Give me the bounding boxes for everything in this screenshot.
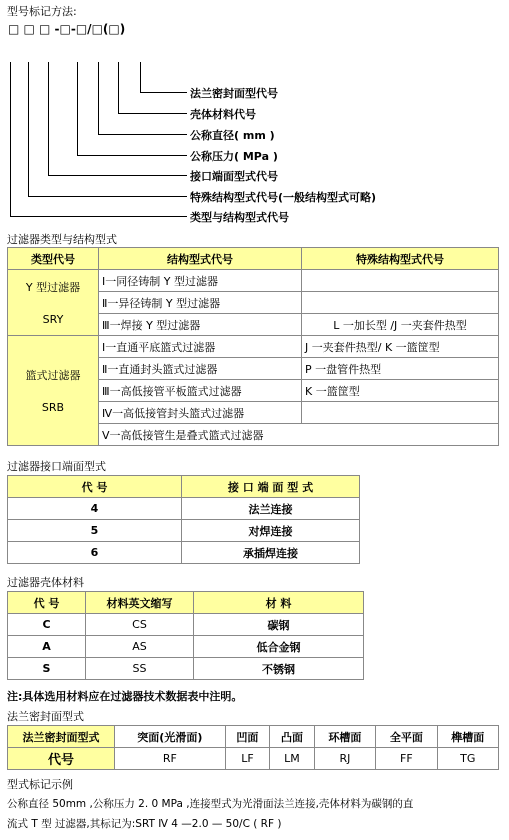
- shell-material-table: [7, 591, 364, 680]
- legend-special-structure: 特殊结构型式代号(一般结构型式可略): [190, 191, 377, 204]
- header-special-code: 特殊结构型式代号: [302, 248, 499, 270]
- special-cell: K 一篮筐型: [302, 380, 499, 402]
- material-cell: 不锈钢: [194, 658, 364, 680]
- type-y-code: SRY: [42, 313, 64, 326]
- code-cell: 5: [8, 520, 182, 542]
- header-flat-face: 全平面: [376, 726, 437, 748]
- header-raised-face: 突面(光滑面): [115, 726, 226, 748]
- special-cell: [302, 402, 499, 424]
- table-row: [8, 498, 360, 520]
- legend-nominal-diameter: 公称直径( mm ): [190, 129, 275, 142]
- header-interface: 接 口 端 面 型 式: [182, 476, 360, 498]
- table-header: [8, 248, 499, 270]
- structure-cell: Ⅱ一异径铸制 Y 型过滤器: [99, 292, 302, 314]
- interface-face-table: [7, 475, 360, 564]
- code-cell: FF: [376, 748, 437, 770]
- example-line-1: 公称直径 50mm ,公称压力 2. 0 MPa ,连接型式为光滑面法兰连接,壳体材料为碳钢的直: [7, 798, 414, 810]
- abbr-cell: CS: [86, 614, 194, 636]
- structure-cell: Ⅰ一直通平底篮式过滤器: [99, 336, 302, 358]
- code-cell: RJ: [314, 748, 375, 770]
- row-label-code: 代号: [8, 748, 115, 770]
- header-female-face: 凹面: [225, 726, 270, 748]
- header-code: 代 号: [8, 592, 86, 614]
- legend-interface-face: 接口端面型式代号: [190, 170, 278, 183]
- table2-caption: 过滤器接口端面型式: [7, 460, 106, 473]
- face-cell: 法兰连接: [182, 498, 360, 520]
- type-structure-table: [7, 247, 499, 446]
- abbr-cell: AS: [86, 636, 194, 658]
- example-line-2: 流式 T 型 过滤器,其标记为:SRT Ⅳ 4 —2.0 — 50/C ( RF ): [7, 818, 282, 830]
- code-cell: LF: [225, 748, 270, 770]
- header-material: 材 料: [194, 592, 364, 614]
- table-row: [8, 614, 364, 636]
- special-cell: P 一盘管件热型: [302, 358, 499, 380]
- table-row: [8, 636, 364, 658]
- structure-cell: Ⅴ一高低接管生是叠式篮式过滤器: [99, 424, 499, 446]
- type-b-label: 篮式过滤器: [25, 369, 81, 382]
- header-type-code: 类型代号: [8, 248, 99, 270]
- table-header: [8, 726, 499, 748]
- material-cell: 低合金钢: [194, 636, 364, 658]
- flange-seal-table: [7, 725, 499, 770]
- table-header: [8, 592, 364, 614]
- legend-flange-seal: 法兰密封面型代号: [190, 87, 278, 100]
- example-caption: 型式标记示例: [7, 778, 73, 791]
- marking-title: 型号标记方法:: [7, 5, 77, 18]
- type-cell-y: [8, 270, 99, 336]
- structure-cell: Ⅲ一焊接 Y 型过滤器: [99, 314, 302, 336]
- special-cell: J 一夹套件热型/ K 一篮筐型: [302, 336, 499, 358]
- table-row: [8, 748, 499, 770]
- table1-caption: 过滤器类型与结构型式: [7, 233, 117, 246]
- legend-nominal-pressure: 公称压力( MPa ): [190, 150, 278, 163]
- code-cell: TG: [437, 748, 498, 770]
- header-tongue-groove: 榫槽面: [437, 726, 498, 748]
- structure-cell: Ⅱ一直通封头篮式过滤器: [99, 358, 302, 380]
- structure-cell: Ⅰ一同径铸制 Y 型过滤器: [99, 270, 302, 292]
- header-flange-seal: 法兰密封面型式: [8, 726, 115, 748]
- special-cell: [302, 270, 499, 292]
- legend-shell-material: 壳体材料代号: [190, 108, 256, 121]
- code-cell: 4: [8, 498, 182, 520]
- special-cell: L 一加长型 /J 一夹套件热型: [302, 314, 499, 336]
- header-code: 代 号: [8, 476, 182, 498]
- structure-cell: Ⅲ一高低接管平板篮式过滤器: [99, 380, 302, 402]
- table-row: [8, 336, 499, 358]
- table-row: [8, 520, 360, 542]
- header-structure-code: 结构型式代号: [99, 248, 302, 270]
- header-abbr: 材料英文缩写: [86, 592, 194, 614]
- marking-pattern: □ □ □ -□-□/□(□): [8, 22, 126, 36]
- type-cell-b: [8, 336, 99, 446]
- structure-cell: Ⅳ一高低接管封头篮式过滤器: [99, 402, 302, 424]
- header-ring-groove: 环槽面: [314, 726, 375, 748]
- legend-type-structure: 类型与结构型式代号: [190, 211, 289, 224]
- face-cell: 承插焊连接: [182, 542, 360, 564]
- material-cell: 碳钢: [194, 614, 364, 636]
- table-row: [8, 658, 364, 680]
- type-y-label: Y 型过滤器: [25, 281, 81, 294]
- table4-caption: 法兰密封面型式: [7, 710, 84, 723]
- material-note: 注:具体选用材料应在过滤器技术数据表中注明。: [7, 690, 243, 703]
- abbr-cell: SS: [86, 658, 194, 680]
- code-cell: A: [8, 636, 86, 658]
- special-cell: [302, 292, 499, 314]
- code-cell: S: [8, 658, 86, 680]
- table-row: [8, 542, 360, 564]
- type-b-code: SRB: [41, 401, 65, 414]
- code-cell: LM: [270, 748, 315, 770]
- code-cell: RF: [115, 748, 226, 770]
- table-header: [8, 476, 360, 498]
- table-row: [8, 270, 499, 292]
- code-cell: C: [8, 614, 86, 636]
- header-male-face: 凸面: [270, 726, 315, 748]
- table3-caption: 过滤器壳体材料: [7, 576, 84, 589]
- code-cell: 6: [8, 542, 182, 564]
- face-cell: 对焊连接: [182, 520, 360, 542]
